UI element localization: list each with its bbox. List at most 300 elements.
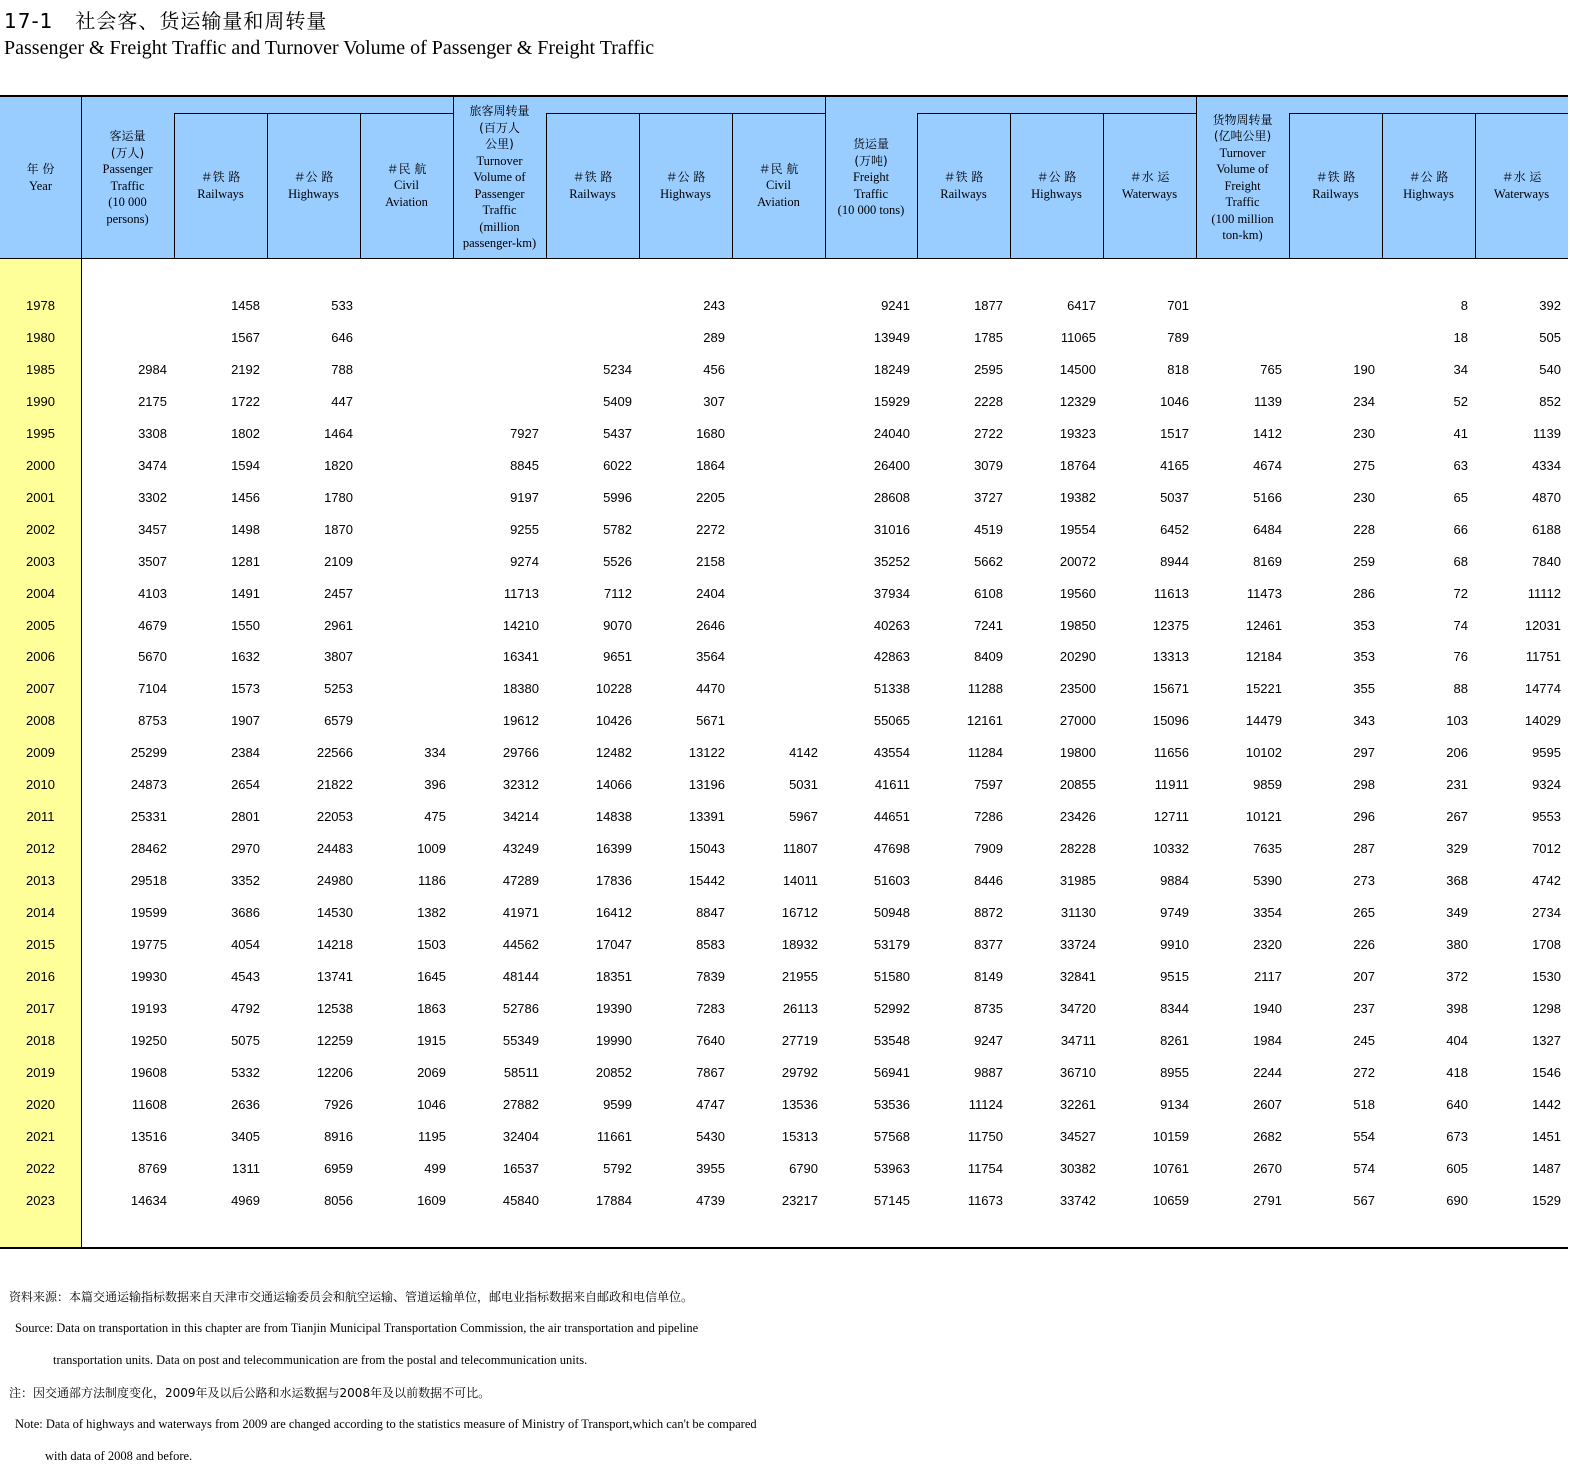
year-cell: 1978: [26, 298, 55, 313]
value-cell-pt-highways: 2961: [324, 617, 353, 633]
value-cell-ftv-waterways: 1139: [1533, 425, 1561, 441]
value-cell-passenger-traffic: 19930: [130, 968, 167, 984]
value-cell-passenger-traffic: 8753: [138, 713, 167, 729]
value-cell-ft-waterways: 12711: [1153, 809, 1189, 825]
value-cell-ptv-railways: 16412: [595, 905, 632, 921]
value-cell-ftv-waterways: 7012: [1532, 841, 1561, 857]
value-cell-ptv-civil: 16712: [781, 905, 818, 921]
value-cell-pt-railways: 1458: [231, 298, 260, 313]
value-cell-pt-railways: 2384: [231, 745, 260, 761]
table-row: [0, 482, 1568, 514]
value-cell-passenger-turnover: 52786: [502, 1000, 539, 1016]
value-cell-ft-railways: 11124: [968, 1096, 1003, 1112]
value-cell-ftv-railways: 343: [1353, 713, 1375, 729]
value-cell-ft-highways: 32841: [1059, 968, 1096, 984]
year-cell: 2008: [26, 713, 55, 729]
header-line: Traffic: [110, 178, 145, 193]
header-ft-highways: [1010, 113, 1103, 258]
value-cell-freight-traffic: 26400: [873, 457, 910, 473]
value-cell-ft-railways: 7597: [974, 777, 1003, 793]
value-cell-passenger-turnover: 48144: [502, 968, 539, 984]
value-cell-pt-railways: 1311: [232, 1160, 260, 1176]
value-cell-ptv-civil: 11807: [782, 841, 818, 857]
value-cell-ft-highways: 34527: [1059, 1128, 1096, 1144]
value-cell-passenger-traffic: 3308: [138, 425, 167, 441]
value-cell-ft-highways: 19560: [1059, 585, 1096, 601]
value-cell-passenger-turnover: 29766: [502, 745, 539, 761]
value-cell-ft-waterways: 8944: [1160, 553, 1189, 569]
value-cell-freight-turnover: 3354: [1253, 905, 1282, 921]
value-cell-ft-railways: 8409: [974, 649, 1003, 665]
value-cell-ptv-highways: 1864: [696, 457, 725, 473]
value-cell-ft-highways: 27000: [1059, 713, 1096, 729]
value-cell-ft-railways: 12161: [966, 713, 1003, 729]
value-cell-pt-highways: 6579: [324, 713, 353, 729]
value-cell-passenger-turnover: 27882: [502, 1096, 539, 1112]
value-cell-passenger-turnover: 9197: [510, 489, 539, 505]
year-cell: 2013: [26, 873, 55, 889]
table-number: 17-1: [4, 9, 54, 33]
value-cell-ft-railways: 1877: [974, 298, 1003, 313]
header-line: Waterways: [1121, 186, 1178, 201]
value-cell-ft-highways: 23500: [1059, 681, 1096, 697]
value-cell-ft-highways: 12329: [1059, 393, 1096, 409]
source-note-cn: 资料来源：本篇交通运输指标数据来自天津市交通运输委员会和航空运输、管道运输单位，邮电业指标数据来自邮政和电信单位。: [9, 1290, 694, 1304]
value-cell-freight-traffic: 40263: [873, 617, 910, 633]
value-cell-ptv-civil: 27719: [781, 1032, 818, 1048]
value-cell-ft-railways: 9887: [974, 1064, 1003, 1080]
value-cell-passenger-traffic: 25299: [130, 745, 167, 761]
value-cell-ptv-highways: 15043: [688, 841, 725, 857]
table-row: [0, 1121, 1568, 1153]
value-cell-ftv-waterways: 14774: [1524, 681, 1561, 697]
value-cell-ptv-railways: 10426: [595, 713, 632, 729]
value-cell-passenger-traffic: 7104: [138, 681, 167, 697]
value-cell-ptv-highways: 2158: [696, 553, 725, 569]
header-line: Volume of: [473, 170, 526, 185]
note-cn: 注：因交通部方法制度变化，2009年及以后公路和水运数据与2008年及以前数据不可比。: [9, 1386, 491, 1400]
value-cell-ftv-railways: 554: [1353, 1128, 1375, 1144]
value-cell-ft-waterways: 8344: [1160, 1000, 1189, 1016]
header-line: (million: [479, 219, 520, 234]
value-cell-pt-railways: 4054: [231, 937, 260, 952]
value-cell-freight-traffic: 9241: [881, 298, 910, 313]
value-cell-pt-railways: 3686: [231, 905, 260, 921]
value-cell-ftv-highways: 74: [1453, 617, 1468, 633]
value-cell-ft-railways: 4519: [974, 521, 1003, 537]
value-cell-pt-highways: 1870: [324, 521, 353, 537]
value-cell-ft-railways: 8149: [974, 968, 1003, 984]
value-cell-ptv-highways: 7283: [696, 1000, 725, 1016]
value-cell-ft-highways: 19382: [1059, 489, 1096, 505]
header-line: 货运量: [852, 137, 889, 152]
value-cell-pt-railways: 2192: [231, 361, 260, 377]
header-line: Traffic: [482, 203, 517, 218]
value-cell-pt-civil: 334: [424, 745, 446, 761]
value-cell-ftv-highways: 52: [1453, 393, 1468, 409]
value-cell-pt-railways: 1722: [231, 393, 260, 409]
table-row: [0, 705, 1568, 737]
value-cell-pt-railways: 1498: [231, 521, 260, 537]
value-cell-pt-highways: 2109: [324, 553, 353, 569]
header-line: Turnover: [476, 153, 523, 168]
value-cell-ptv-highways: 5671: [696, 713, 725, 729]
value-cell-ftv-railways: 275: [1353, 457, 1375, 473]
value-cell-ftv-waterways: 4870: [1532, 489, 1561, 505]
value-cell-freight-turnover: 14479: [1245, 713, 1282, 729]
value-cell-ptv-civil: 13536: [781, 1096, 818, 1112]
value-cell-ptv-highways: 4747: [696, 1096, 725, 1112]
value-cell-ft-highways: 19554: [1059, 521, 1096, 537]
value-cell-ptv-railways: 5234: [603, 361, 632, 377]
header-bottom-rule: [81, 258, 1568, 259]
value-cell-pt-highways: 1780: [324, 489, 353, 505]
value-cell-ftv-railways: 287: [1353, 841, 1375, 857]
value-cell-freight-traffic: 51338: [873, 681, 910, 697]
value-cell-pt-highways: 8916: [324, 1128, 353, 1144]
value-cell-passenger-traffic: 13516: [130, 1128, 167, 1144]
value-cell-pt-civil: 499: [424, 1160, 446, 1176]
year-cell: 2020: [26, 1096, 55, 1112]
value-cell-pt-civil: 1382: [417, 905, 446, 921]
value-cell-ft-waterways: 5037: [1160, 489, 1189, 505]
value-cell-ftv-highways: 368: [1446, 873, 1468, 889]
value-cell-ptv-highways: 4739: [696, 1192, 725, 1208]
value-cell-ftv-highways: 65: [1453, 489, 1468, 505]
year-cell: 2002: [26, 521, 55, 537]
value-cell-passenger-turnover: 58511: [503, 1064, 539, 1080]
header-line: (10 000 tons): [837, 203, 905, 218]
value-cell-ptv-highways: 3564: [696, 649, 725, 665]
value-cell-ft-waterways: 15096: [1152, 713, 1189, 729]
value-cell-freight-turnover: 12461: [1245, 617, 1282, 633]
value-cell-ptv-railways: 5782: [603, 521, 632, 537]
table-row: [0, 865, 1568, 897]
header-line: Highways: [288, 186, 339, 201]
header-ftv-waterways: [1475, 113, 1568, 258]
table-row: [0, 514, 1568, 546]
value-cell-ft-highways: 20290: [1059, 649, 1096, 665]
value-cell-ptv-railways: 9651: [603, 649, 632, 665]
value-cell-ftv-highways: 41: [1453, 425, 1468, 441]
header-line: ＃铁 路: [943, 170, 984, 184]
value-cell-ptv-highways: 243: [703, 298, 725, 313]
value-cell-freight-turnover: 4674: [1253, 457, 1282, 473]
value-cell-passenger-traffic: 3457: [138, 521, 167, 537]
value-cell-pt-highways: 12538: [316, 1000, 353, 1016]
year-cell: 2004: [26, 585, 55, 601]
value-cell-passenger-turnover: 14210: [502, 617, 539, 633]
header-freight-traffic: [825, 97, 917, 258]
value-cell-freight-traffic: 28608: [873, 489, 910, 505]
value-cell-pt-civil: 1503: [417, 937, 446, 952]
table-row: [0, 354, 1568, 386]
value-cell-ptv-civil: 29792: [781, 1064, 818, 1080]
table-row: [0, 610, 1568, 642]
value-cell-ptv-highways: 8583: [696, 937, 725, 952]
value-cell-ptv-highways: 7867: [696, 1064, 725, 1080]
value-cell-ftv-highways: 372: [1446, 968, 1468, 984]
value-cell-passenger-traffic: 25331: [130, 809, 167, 825]
value-cell-passenger-turnover: 32312: [502, 777, 539, 793]
value-cell-passenger-traffic: 19775: [130, 937, 167, 952]
value-cell-passenger-traffic: 19599: [130, 905, 167, 921]
value-cell-ftv-railways: 296: [1353, 809, 1375, 825]
value-cell-ft-waterways: 9515: [1160, 968, 1189, 984]
table-title-cn-text: 社会客、货运输量和周转量: [75, 9, 328, 33]
value-cell-pt-highways: 3807: [324, 649, 353, 665]
value-cell-passenger-traffic: 24873: [130, 777, 167, 793]
value-cell-ftv-railways: 230: [1353, 489, 1375, 505]
value-cell-ftv-waterways: 1451: [1532, 1128, 1561, 1144]
value-cell-pt-highways: 2457: [324, 585, 353, 601]
year-cell: 2015: [26, 937, 55, 952]
value-cell-ft-waterways: 12375: [1152, 617, 1189, 633]
value-cell-ftv-waterways: 852: [1539, 393, 1561, 409]
value-cell-ptv-highways: 4470: [696, 681, 725, 697]
value-cell-pt-highways: 24483: [316, 841, 353, 857]
value-cell-pt-railways: 5332: [231, 1064, 260, 1080]
value-cell-ptv-civil: 14011: [782, 873, 818, 889]
value-cell-ft-railways: 8872: [974, 905, 1003, 921]
value-cell-ftv-railways: 237: [1353, 1000, 1375, 1016]
value-cell-pt-railways: 1907: [231, 713, 260, 729]
table-row: [0, 929, 1568, 961]
value-cell-ftv-highways: 640: [1446, 1096, 1468, 1112]
year-cell: 2006: [26, 649, 55, 665]
value-cell-ft-waterways: 8261: [1160, 1032, 1189, 1048]
year-cell: 2000: [26, 457, 55, 473]
value-cell-ft-waterways: 1517: [1160, 425, 1189, 441]
value-cell-ftv-railways: 298: [1353, 777, 1375, 793]
value-cell-freight-traffic: 41611: [874, 777, 910, 793]
table-row: [0, 1185, 1568, 1217]
value-cell-pt-highways: 21822: [316, 777, 353, 793]
value-cell-ftv-highways: 63: [1453, 457, 1468, 473]
value-cell-ptv-railways: 5526: [603, 553, 632, 569]
value-cell-passenger-turnover: 18380: [502, 681, 539, 697]
value-cell-pt-railways: 3405: [231, 1128, 260, 1144]
value-cell-pt-railways: 1573: [231, 681, 260, 697]
value-cell-freight-traffic: 57145: [873, 1192, 910, 1208]
value-cell-ftv-waterways: 9324: [1532, 777, 1561, 793]
value-cell-ft-highways: 36710: [1059, 1064, 1096, 1080]
value-cell-ftv-waterways: 1530: [1532, 968, 1561, 984]
year-cell: 2009: [26, 745, 55, 761]
value-cell-passenger-traffic: 4103: [138, 585, 167, 601]
note-en-2: with data of 2008 and before.: [45, 1449, 193, 1463]
value-cell-pt-highways: 6959: [324, 1160, 353, 1176]
value-cell-ftv-highways: 68: [1453, 553, 1468, 569]
value-cell-ftv-highways: 34: [1453, 361, 1468, 377]
value-cell-ftv-railways: 226: [1353, 937, 1375, 952]
header-passenger-turnover: [453, 97, 546, 258]
header-line: Waterways: [1493, 186, 1550, 201]
value-cell-ptv-railways: 9070: [603, 617, 632, 633]
value-cell-ft-waterways: 13313: [1152, 649, 1189, 665]
value-cell-ptv-highways: 13391: [688, 809, 725, 825]
value-cell-pt-highways: 533: [331, 298, 353, 313]
header-line: 货物周转量: [1212, 112, 1273, 127]
value-cell-ft-highways: 19800: [1059, 745, 1096, 761]
value-cell-ft-railways: 11754: [967, 1160, 1003, 1176]
header-line: Freight: [852, 170, 890, 185]
value-cell-pt-railways: 1281: [231, 553, 260, 569]
value-cell-ptv-railways: 11661: [596, 1128, 632, 1144]
value-cell-ft-railways: 9247: [974, 1032, 1003, 1048]
value-cell-ftv-waterways: 392: [1539, 298, 1561, 313]
value-cell-pt-railways: 4969: [231, 1192, 260, 1208]
header-line: Highways: [1031, 186, 1082, 201]
header-line: Aviation: [757, 194, 800, 209]
value-cell-ftv-railways: 207: [1353, 968, 1375, 984]
value-cell-passenger-traffic: 3507: [138, 553, 167, 569]
value-cell-ptv-railways: 5409: [603, 393, 632, 409]
table-row: [0, 833, 1568, 865]
value-cell-ft-railways: 5662: [974, 553, 1003, 569]
year-cell: 2001: [26, 489, 55, 505]
value-cell-passenger-turnover: 9274: [510, 553, 539, 569]
value-cell-ft-highways: 33742: [1059, 1192, 1096, 1208]
value-cell-pt-highways: 14218: [316, 937, 353, 952]
value-cell-pt-highways: 788: [331, 361, 353, 377]
value-cell-ftv-railways: 234: [1353, 393, 1375, 409]
year-cell: 2017: [26, 1000, 55, 1016]
value-cell-ptv-railways: 17047: [595, 937, 632, 952]
source-note-en-2: transportation units. Data on post and telecommunication are from the postal and telecommunication units.: [53, 1353, 588, 1367]
value-cell-freight-traffic: 51580: [873, 968, 910, 984]
table-row: [0, 897, 1568, 929]
value-cell-ftv-highways: 690: [1446, 1192, 1468, 1208]
header-line: ＃铁 路: [200, 170, 241, 184]
header-line: 公里): [485, 137, 514, 152]
value-cell-ptv-railways: 14838: [595, 809, 632, 825]
value-cell-ptv-railways: 10228: [595, 681, 632, 697]
value-cell-ft-waterways: 9134: [1160, 1096, 1189, 1112]
header-pt-railways: [174, 113, 267, 258]
value-cell-ptv-railways: 17884: [595, 1192, 632, 1208]
value-cell-ftv-highways: 398: [1446, 1000, 1468, 1016]
header-line: ＃铁 路: [1315, 170, 1356, 184]
header-line: Turnover: [1219, 145, 1266, 160]
value-cell-ftv-highways: 329: [1446, 841, 1468, 857]
header-line: Highways: [660, 186, 711, 201]
value-cell-ftv-highways: 66: [1453, 521, 1468, 537]
header-ftv-railways: [1289, 113, 1382, 258]
value-cell-ptv-railways: 16399: [595, 841, 632, 857]
value-cell-ftv-highways: 8: [1460, 298, 1468, 313]
header-year: [0, 97, 81, 258]
value-cell-passenger-traffic: 11608: [131, 1096, 167, 1112]
value-cell-ptv-highways: 456: [703, 361, 725, 377]
value-cell-pt-railways: 2801: [231, 809, 260, 825]
header-bottom-rule-year: [0, 258, 81, 259]
value-cell-freight-turnover: 2117: [1254, 968, 1282, 984]
value-cell-ptv-highways: 2404: [696, 585, 725, 601]
value-cell-ft-waterways: 1046: [1160, 393, 1189, 409]
value-cell-passenger-turnover: 43249: [502, 841, 539, 857]
value-cell-ft-highways: 28228: [1059, 841, 1096, 857]
table-row: [0, 993, 1568, 1025]
header-line: ton-km): [1222, 228, 1263, 242]
value-cell-pt-railways: 2654: [231, 777, 260, 793]
header-line: Aviation: [385, 194, 428, 209]
value-cell-pt-railways: 5075: [231, 1032, 260, 1048]
value-cell-ftv-waterways: 9553: [1532, 809, 1561, 825]
source-note-en-1: Source: Data on transportation in this chapter are from Tianjin Municipal Transportation Commission, the air transportation and pipeline: [15, 1321, 699, 1335]
value-cell-freight-turnover: 7635: [1253, 841, 1282, 857]
value-cell-pt-railways: 1567: [231, 329, 260, 345]
value-cell-freight-turnover: 1412: [1253, 425, 1282, 441]
header-line: Volume of: [1216, 162, 1269, 176]
value-cell-ft-waterways: 11911: [1154, 777, 1189, 793]
value-cell-freight-traffic: 43554: [873, 745, 910, 761]
value-cell-ft-railways: 11284: [967, 745, 1003, 761]
value-cell-pt-railways: 3352: [231, 873, 260, 889]
value-cell-passenger-turnover: 34214: [502, 809, 539, 825]
year-cell: 2003: [26, 553, 55, 569]
value-cell-ftv-waterways: 1327: [1532, 1032, 1561, 1048]
value-cell-ptv-railways: 17836: [595, 873, 632, 889]
value-cell-passenger-traffic: 8769: [138, 1160, 167, 1176]
value-cell-ptv-highways: 307: [703, 393, 725, 409]
value-cell-freight-turnover: 1984: [1253, 1032, 1282, 1048]
table-row: [0, 322, 1568, 354]
value-cell-passenger-turnover: 16341: [502, 649, 539, 665]
value-cell-ft-highways: 14500: [1059, 361, 1096, 377]
value-cell-pt-railways: 4792: [231, 1000, 260, 1016]
header-line: Railways: [1312, 186, 1359, 201]
header-line: ＃公 路: [1036, 170, 1077, 184]
value-cell-pt-civil: 1645: [417, 968, 446, 984]
value-cell-ptv-railways: 5792: [603, 1160, 632, 1176]
value-cell-ftv-waterways: 4334: [1532, 457, 1561, 473]
year-cell: 2016: [26, 968, 55, 984]
bottom-rule: [0, 1247, 1568, 1249]
header-line: Highways: [1403, 186, 1454, 201]
value-cell-ft-railways: 8446: [974, 873, 1003, 889]
value-cell-ptv-railways: 20852: [595, 1064, 632, 1080]
value-cell-freight-turnover: 12184: [1245, 649, 1282, 665]
value-cell-freight-turnover: 2320: [1253, 937, 1282, 952]
value-cell-ftv-waterways: 9595: [1532, 745, 1561, 761]
value-cell-ptv-highways: 289: [703, 329, 725, 345]
header-pt-highways: [267, 113, 360, 258]
table-row: [0, 418, 1568, 450]
value-cell-ptv-highways: 7640: [696, 1032, 725, 1048]
header-ptv-highways: [639, 113, 732, 258]
value-cell-freight-traffic: 31016: [873, 521, 910, 537]
value-cell-passenger-traffic: 2175: [138, 393, 167, 409]
value-cell-ft-waterways: 10761: [1152, 1160, 1189, 1176]
value-cell-ptv-highways: 2272: [696, 521, 725, 537]
value-cell-freight-traffic: 18249: [873, 361, 910, 377]
value-cell-ft-railways: 11750: [967, 1128, 1003, 1144]
table-row: [0, 290, 1568, 322]
value-cell-ptv-railways: 14066: [595, 777, 632, 793]
value-cell-freight-traffic: 50948: [873, 905, 910, 921]
value-cell-ftv-railways: 518: [1353, 1096, 1375, 1112]
value-cell-freight-traffic: 53536: [873, 1096, 910, 1112]
header-line: Passenger: [102, 162, 153, 176]
header-line: (百万人: [479, 120, 520, 135]
value-cell-pt-civil: 1009: [417, 841, 446, 857]
header-line: Civil: [393, 178, 419, 193]
header-line: Freight: [1224, 178, 1261, 193]
header-line: ＃水 运: [1501, 170, 1542, 184]
value-cell-pt-railways: 1491: [231, 585, 260, 601]
value-cell-pt-highways: 5253: [324, 681, 353, 697]
